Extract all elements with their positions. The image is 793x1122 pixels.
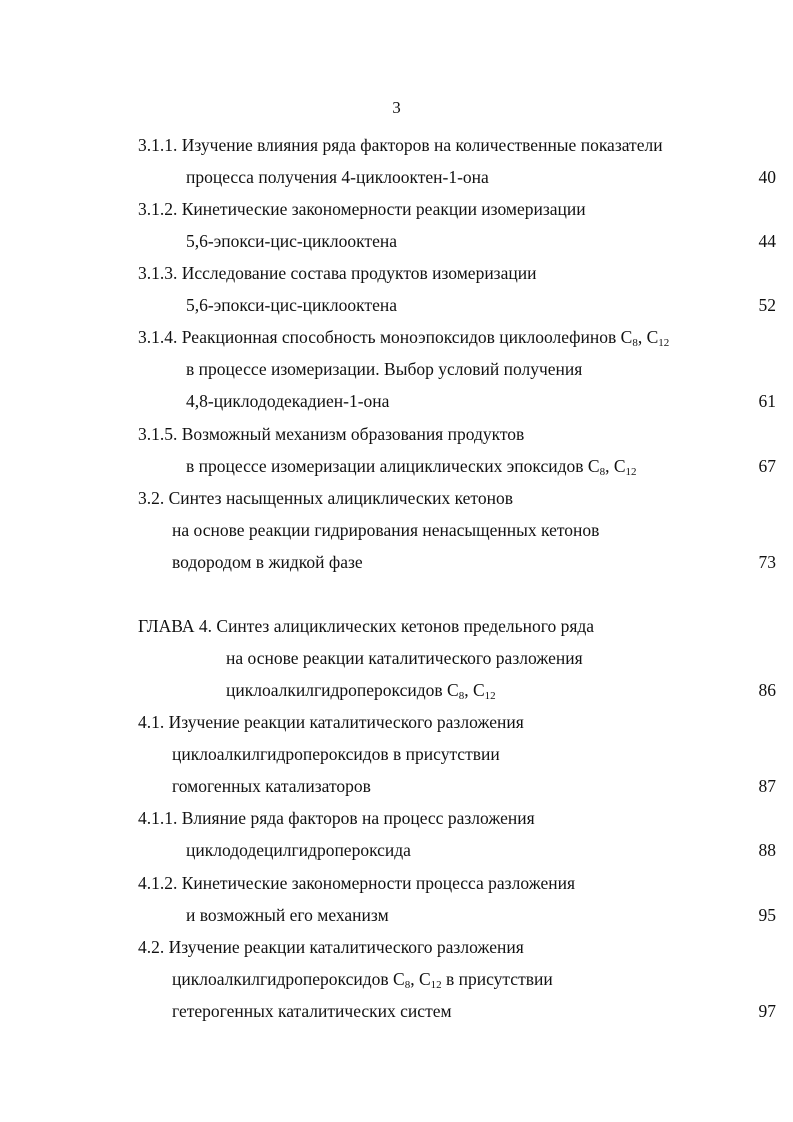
toc-line: 3.1.2. Кинетические закономерности реакции изомеризации xyxy=(138,199,586,219)
toc-line: 4.1. Изучение реакции каталитического разложения xyxy=(138,712,524,732)
toc-page-number: 97 xyxy=(758,1001,776,1021)
toc-page-number: 87 xyxy=(758,776,776,796)
toc-line: 4,8-циклододекадиен-1-она xyxy=(186,391,390,411)
toc-page-number: 73 xyxy=(758,552,776,572)
toc-page-number: 86 xyxy=(758,680,776,700)
toc-line: циклододецилгидропероксида xyxy=(186,840,411,860)
toc-line: водородом в жидкой фазе xyxy=(172,552,363,572)
page-number: 3 xyxy=(392,98,401,117)
toc-line: и возможный его механизм xyxy=(186,905,389,925)
toc-page-number: 61 xyxy=(758,391,776,411)
toc-line: гомогенных катализаторов xyxy=(172,776,371,796)
toc-page-number: 67 xyxy=(758,456,776,476)
toc-page-number: 52 xyxy=(758,295,776,315)
toc-line: 5,6-эпокси-цис-циклооктена xyxy=(186,295,397,315)
toc-line: 4.1.1. Влияние ряда факторов на процесс разложения xyxy=(138,808,535,828)
toc-line: в процессе изомеризации алициклических эпоксидов $C_8$, $C_{12}$ xyxy=(186,456,637,478)
toc-line: циклоалкилгидропероксидов в присутствии xyxy=(172,744,500,764)
toc-line: гетерогенных каталитических систем xyxy=(172,1001,452,1021)
toc-line: в процессе изомеризации. Выбор условий получения xyxy=(186,359,583,379)
toc-page-number: 44 xyxy=(758,231,776,251)
toc-line: циклоалкилгидропероксидов $C_8$, $C_{12}$ xyxy=(226,680,496,702)
toc-page-number: 95 xyxy=(758,905,776,925)
toc-line: ГЛАВА 4. Синтез алициклических кетонов предельного ряда xyxy=(138,616,595,636)
toc-line: процесса получения 4-циклооктен-1-она xyxy=(186,167,489,187)
toc-line: 3.1.3. Исследование состава продуктов изомеризации xyxy=(138,263,537,283)
toc-line: на основе реакции каталитического разложения xyxy=(226,648,583,668)
toc-line: 5,6-эпокси-цис-циклооктена xyxy=(186,231,397,251)
toc-line: на основе реакции гидрирования ненасыщенных кетонов xyxy=(172,520,600,540)
toc-line: циклоалкилгидропероксидов $C_8$, $C_{12}$ в присутствии xyxy=(172,969,553,991)
toc-line: 3.2. Синтез насыщенных алициклических кетонов xyxy=(138,488,513,508)
toc-line: 3.1.1. Изучение влияния ряда факторов на количественные показатели xyxy=(138,135,663,155)
toc-page-number: 88 xyxy=(758,840,776,860)
toc-line: 3.1.5. Возможный механизм образования продуктов xyxy=(138,424,525,444)
toc-page-number: 40 xyxy=(758,167,776,187)
toc-line: 4.1.2. Кинетические закономерности процесса разложения xyxy=(138,873,576,893)
toc-line: 3.1.4. Реакционная способность моноэпоксидов циклоолефинов $C_8$, $C_{12}$ xyxy=(138,327,670,349)
toc-line: 4.2. Изучение реакции каталитического разложения xyxy=(138,937,524,957)
